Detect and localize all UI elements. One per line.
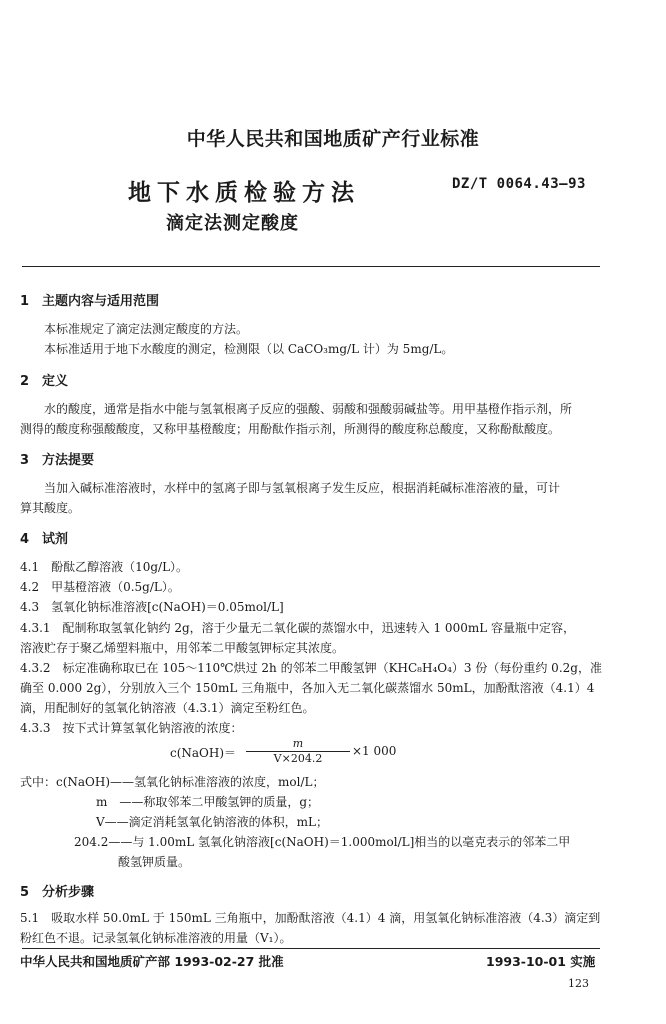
section-3-heading: 3 方法提要 xyxy=(20,453,95,468)
section-2-heading: 2 定义 xyxy=(20,374,69,389)
section-3-line: 当加入碱标准溶液时，水样中的氢离子即与氢氧根离子发生反应，根据消耗碱标准溶液的量，可计 xyxy=(44,481,561,495)
approval-date: 中华人民共和国地质矿产部 1993-02-27 批准 xyxy=(20,954,284,969)
top-divider xyxy=(22,266,600,267)
definition-v: V——滴定消耗氢氧化钠溶液的体积，mL； xyxy=(96,815,329,829)
section-1-line: 本标准规定了滴定法测定酸度的方法。 xyxy=(44,322,249,336)
clause-4-3-2-line: 确至 0.000 2g），分别放入三个 150mL 三角瓶中，各加入无二氧化碳蒸馏水 50mL，加酚酞溶液（4.1）4 xyxy=(20,681,595,695)
definition-constant-cont: 酸氢钾质量。 xyxy=(118,855,191,869)
document-subtitle: 滴定法测定酸度 xyxy=(166,213,299,234)
formula-lhs: c(NaOH)＝ xyxy=(170,746,237,760)
section-1-line: 本标准适用于地下水酸度的测定，检测限（以 CaCO₃mg/L 计）为 5mg/L。 xyxy=(44,342,454,356)
standard-number: DZ/T 0064.43—93 xyxy=(452,176,586,192)
clause-4-3-3: 4.3.3 按下式计算氢氧化钠溶液的浓度： xyxy=(20,721,243,735)
reagent-item: 4.3 氢氧化钠标准溶液[c(NaOH)＝0.05mol/L] xyxy=(20,600,284,614)
section-5-line: 粉红色不退。记录氢氧化钠标准溶液的用量（V₁）。 xyxy=(20,931,292,945)
clause-4-3-1-line: 溶液贮存于聚乙烯塑料瓶中，用邻苯二甲酸氢钾标定其浓度。 xyxy=(20,641,345,655)
section-2-line: 测得的酸度称强酸酸度，又称甲基橙酸度；用酚酞作指示剂，所测得的酸度称总酸度，又称酚酞酸度。 xyxy=(20,422,561,436)
reagent-item: 4.1 酚酞乙醇溶液（10g/L）。 xyxy=(20,560,189,574)
definition-c: 式中：c(NaOH)——氢氧化钠标准溶液的浓度，mol/L； xyxy=(20,775,325,789)
section-3-line: 算其酸度。 xyxy=(20,501,81,515)
clause-4-3-1-line: 4.3.1 配制称取氢氧化钠约 2g，溶于少量无二氧化碳的蒸馏水中，迅速转入 1 000mL 容量瓶中定容， xyxy=(20,621,575,635)
industry-standard-header: 中华人民共和国地质矿产行业标准 xyxy=(186,128,480,150)
definition-constant: 204.2——与 1.00mL 氢氧化钠溶液[c(NaOH)＝1.000mol/L]相当的以毫克表示的邻苯二甲 xyxy=(74,835,571,849)
formula-rhs: ×1 000 xyxy=(352,744,397,758)
section-1-heading: 1 主题内容与适用范围 xyxy=(20,294,160,309)
section-5-heading: 5 分析步骤 xyxy=(20,885,95,900)
clause-4-3-2-line: 4.3.2 标定准确称取已在 105～110℃烘过 2h 的邻苯二甲酸氢钾（KHC₈H₄O₄）3 份（每份重约 0.2g，准 xyxy=(20,661,602,675)
page-number: 123 xyxy=(568,977,589,990)
section-5-line: 5.1 吸取水样 50.0mL 于 150mL 三角瓶中，加酚酞溶液（4.1）4 滴，用氢氧化钠标准溶液（4.3）滴定到 xyxy=(20,911,601,925)
section-4-heading: 4 试剂 xyxy=(20,532,69,547)
effective-date: 1993-10-01 实施 xyxy=(486,954,596,969)
reagent-item: 4.2 甲基橙溶液（0.5g/L）。 xyxy=(20,580,180,594)
formula-denominator: V×204.2 xyxy=(273,752,323,765)
document-title: 地下水质检验方法 xyxy=(128,180,360,206)
bottom-divider xyxy=(22,948,600,949)
formula-numerator: m xyxy=(292,737,304,750)
formula-fraction xyxy=(246,738,350,765)
clause-4-3-2-line: 滴，用配制好的氢氧化钠溶液（4.3.1）滴定至粉红色。 xyxy=(20,701,315,715)
definition-m: m ——称取邻苯二甲酸氢钾的质量，g； xyxy=(96,795,320,809)
section-2-line: 水的酸度，通常是指水中能与氢氧根离子反应的强酸、弱酸和强酸弱碱盐等。用甲基橙作指示剂，所 xyxy=(44,402,573,416)
